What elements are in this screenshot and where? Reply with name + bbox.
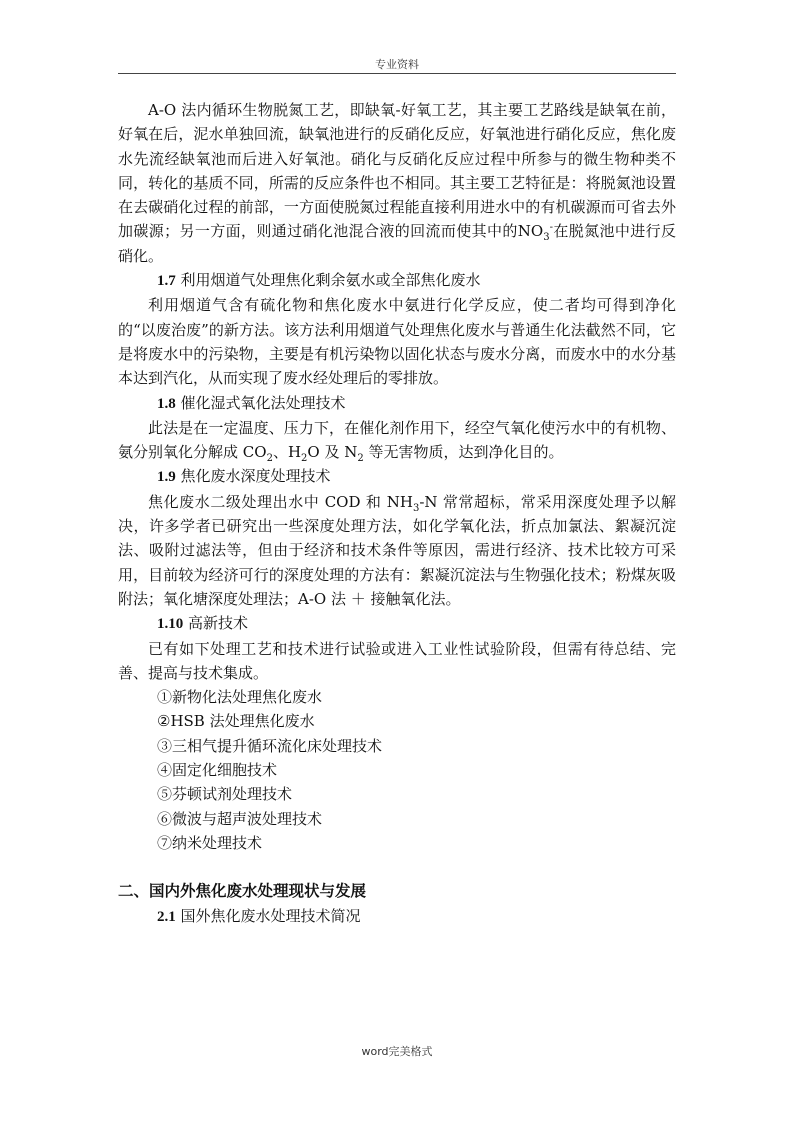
paragraph-text: 此法是在一定温度、压力下，在催化剂作用下，经空气氧化使污水中的有机物、氨分别氧化分解成 [118, 418, 676, 462]
section-heading-1-7 [118, 268, 676, 293]
section-title: 利用烟道气处理焦化剩余氨水或全部焦化废水 [180, 271, 481, 290]
nitrate-symbol: NO [517, 222, 544, 241]
section-heading-2-1 [118, 904, 676, 929]
subscript: 3 [543, 232, 550, 244]
paragraph-ao-process [118, 98, 676, 268]
subscript: 2 [301, 453, 308, 465]
section-title: 国外焦化废水处理技术简况 [180, 906, 361, 925]
paragraph-text: 焦化废水二级处理出水中 COD 和 NH [148, 492, 413, 511]
list-item: ⑤芬顿试剂处理技术 [157, 785, 293, 804]
subscript: 2 [266, 453, 273, 465]
section-title: 催化湿式氧化法处理技术 [180, 393, 346, 412]
section-number: 1.7 [157, 273, 176, 290]
section-heading-1-10 [118, 611, 676, 636]
section-title: 高新技术 [188, 614, 249, 633]
list-item: ⑥微波与超声波处理技术 [157, 809, 323, 828]
paragraph-1-9 [118, 490, 676, 611]
section-heading-1-8 [118, 391, 676, 416]
page-header: 专业资料 [375, 58, 419, 71]
superscript: - [549, 222, 553, 234]
chapter-heading: 二、国内外焦化废水处理现状与发展 [118, 881, 367, 901]
formula-n2: N [344, 443, 358, 462]
paragraph-1-10: 已有如下处理工艺和技术进行试验或进入工业性试验阶段，但需有待总结、完善、提高与技术集成。 [118, 639, 676, 682]
header-divider [118, 73, 676, 74]
paragraph-1-8 [118, 416, 676, 465]
list-item: ①新物化法处理焦化废水 [157, 688, 323, 707]
subscript: 2 [357, 453, 364, 465]
paragraph-text-end: 在脱氮池中进行反硝化。 [118, 222, 676, 265]
section-heading-1-9 [118, 464, 676, 489]
document-body [118, 98, 676, 929]
paragraph-1-7: 利用烟道气含有硫化物和焦化废水中氨进行化学反应，使二者均可得到净化的“以废治废”的新方法。该方法利用烟道气处理焦化废水与普通生化法截然不同，它是将废水中的污染物，主要是有机污染物以固化状态与废水分离，而废水中的水分基本达到汽化，从而实现了废水经处理后的零排放。 [118, 296, 676, 388]
list-item: ③三相气提升循环流化床处理技术 [157, 736, 383, 755]
formula-h2o-rest: O 及 [307, 443, 345, 462]
formula-h2o: H [287, 443, 302, 462]
page-footer: word完美格式 [361, 1045, 433, 1058]
section-number: 1.10 [157, 616, 184, 633]
section-number: 1.9 [157, 469, 176, 486]
list-item: ②HSB 法处理焦化废水 [157, 712, 315, 731]
paragraph-text-end: 等无害物质，达到净化目的。 [363, 443, 564, 462]
list-item: ④固定化细胞技术 [157, 761, 278, 780]
separator: 、 [272, 443, 288, 462]
formula-co2: CO [242, 443, 267, 462]
section-number: 1.8 [157, 395, 176, 412]
paragraph-text: A-O 法内循环生物脱氮工艺，即缺氧-好氧工艺，其主要工艺路线是缺氧在前，好氧在后，泥水单独回流，缺氧池进行的反硝化反应，好氧池进行硝化反应，焦化废水先流经缺氧池而后进入好氧池。硝化与反硝化反应过程中所参与的微生物种类不同，转化的基质不同，所需的反应条件也不相同。其主要工艺特征是：将脱氮池设置在去碳硝化过程的前部，一方面使脱氮过程能直接利用进水中的有机碳源而可省去外加碳源；另一方面，则通过硝化池混合液的回流而使其中的 [118, 101, 676, 241]
list-item: ⑦纳米处理技术 [157, 833, 263, 852]
paragraph-text-end: -N 常常超标，常采用深度处理予以解决，许多学者已研究出一些深度处理方法，如化学氧化法，折点加氯法、絮凝沉淀法、吸附过滤法等，但由于经济和技术条件等原因，需进行经济、技术比较方可采用，目前较为经济可行的深度处理的方法有：絮凝沉淀法与生物强化技术；粉煤灰吸附法；氧化塘深度处理法；A-O 法 ＋ 接触氧化法。 [118, 492, 676, 608]
subscript: 3 [412, 502, 420, 514]
section-title: 焦化废水深度处理技术 [180, 467, 331, 486]
section-number: 2.1 [157, 908, 176, 925]
